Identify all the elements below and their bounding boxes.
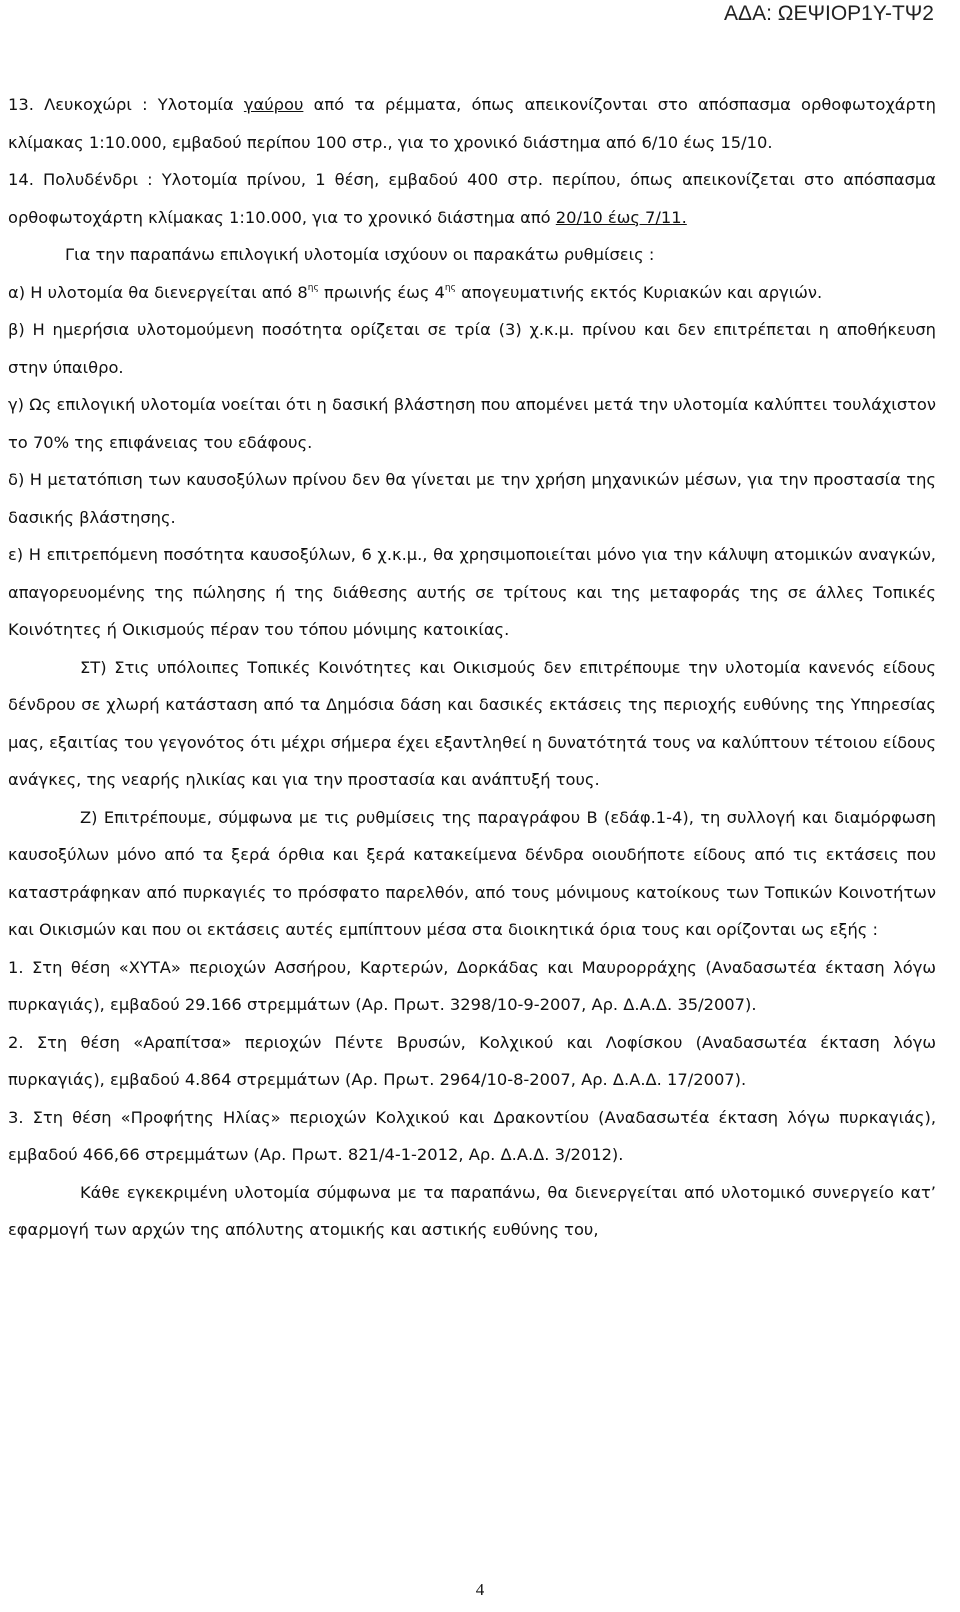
section-z: Ζ) Επιτρέπουμε, σύμφωνα με τις ρυθμίσεις της παραγράφου Β (εδάφ.1-4), τη συλλογή και διαμόρφωση καυσοξύλων μόνο από τα ξερά όρθια και ξερά κατακείμενα δένδρα οιουδήποτε είδους από τις εκτάσεις που καταστράφηκαν από πυρκαγιές το πρόσφατο παρελθόν, από τους μόνιμους κατοίκους των Τοπικών Κοινοτήτων και Οικισμών και που οι εκτάσεις αυτές εμπίπτουν μέσα στα διοικητικά όρια τους και ορίζονται ως εξής : (8, 807, 936, 939)
rule-a-sup2: ης (444, 282, 456, 293)
item-13-rest: από τα ρέμματα, όπως απεικονίζονται στο απόσπασμα ορθοφωτοχάρτη κλίμακας 1:10.000, εμβαδού περίπου 100 στρ., για το χρονικό διάστημα από 6/10 έως 15/10. (8, 95, 936, 152)
rule-a-part3: απογευματινής εκτός Κυριακών και αργιών. (455, 282, 823, 302)
document-body (8, 86, 936, 1249)
rule-e: ε) Η επιτρεπόμενη ποσότητα καυσοξύλων, 6 χ.κ.μ., θα χρησιμοποιείται μόνο για την κάλυψη ατομικών αναγκών, απαγορευομένης της πώλησης ή της διάθεσης αυτής σε τρίτους και της μεταφοράς της σε άλλες Τοπικές Κοινότητες ή Οικισμούς πέραν του τόπου μόνιμης κατοικίας. (8, 545, 936, 639)
rule-c: γ) Ως επιλογική υλοτομία νοείται ότι η δασική βλάστηση που απομένει μετά την υλοτομία καλύπτει τουλάχιστον το 70% της επιφάνειας του εδάφους. (8, 395, 936, 452)
rule-b: β) Η ημερήσια υλοτομούμενη ποσότητα ορίζεται σε τρία (3) χ.κ.μ. πρίνου και δεν επιτρέπεται η αποθήκευση στην ύπαιθρο. (8, 320, 936, 377)
paragraph-item-14 (8, 161, 936, 236)
item-13-underlined: γαύρου (243, 95, 304, 114)
rule-a-sup1: ης (307, 282, 319, 293)
rule-a-part1: α) Η υλοτομία θα διενεργείται από 8 (8, 282, 308, 302)
rule-d: δ) Η μετατόπιση των καυσοξύλων πρίνου δεν θα γίνεται με την χρήση μηχανικών μέσων, για την προστασία της δασικής βλάστησης. (8, 470, 936, 527)
section-st: ΣΤ) Στις υπόλοιπες Τοπικές Κοινότητες και Οικισμούς δεν επιτρέπουμε την υλοτομία κανενός είδους δένδρου σε χλωρή κατάσταση από τα Δημόσια δάση και δασικές εκτάσεις της περιοχής ευθύνης της Υπηρεσίας μας, εξαιτίας του γεγονότος ότι μέχρι σήμερα έχει εξαντληθεί η δυνατότητά τους να καλύπτουν τέτοιου είδους ανάγκες, της νεαρής ηλικίας και για την προστασία και ανάπτυξή τους. (8, 657, 936, 789)
rule-a-part2: πρωινής έως 4 (318, 282, 445, 302)
closing-paragraph: Κάθε εγκεκριμένη υλοτομία σύμφωνα με τα παραπάνω, θα διενεργείται από υλοτομικό συνεργείο κατ’ εφαρμογή των αρχών της απόλυτης ατομικής και αστικής ευθύνης του, (8, 1182, 936, 1239)
section-z-item-1: 1. Στη θέση «ΧΥΤΑ» περιοχών Ασσήρου, Καρτερών, Δορκάδας και Μαυρορράχης (Αναδασωτέα έκταση λόγω πυρκαγιάς), εμβαδού 29.166 στρεμμάτων (Αρ. Πρωτ. 3298/10-9-2007, Αρ. Δ.Α.Δ. 35/2007). (8, 957, 936, 1014)
paragraph-item-13 (8, 86, 936, 161)
section-z-item-2: 2. Στη θέση «Αραπίτσα» περιοχών Πέντε Βρυσών, Κολχικού και Λοφίσκου (Αναδασωτέα έκταση λόγω πυρκαγιάς), εμβαδού 4.864 στρεμμάτων (Αρ. Πρωτ. 2964/10-8-2007, Αρ. Δ.Α.Δ. 17/2007). (8, 1032, 936, 1089)
item-14-dates: 20/10 έως 7/11. (555, 207, 687, 227)
item-13-prefix: 13. Λευκοχώρι : Υλοτομία (8, 95, 244, 114)
item-14-text: 14. Πολυδένδρι : Υλοτομία πρίνου, 1 θέση, εμβαδού 400 στρ. περίπου, όπως απεικονίζεται στο απόσπασμα ορθοφωτοχάρτη κλίμακας 1:10.000, για το χρονικό διάστημα από (8, 170, 936, 227)
section-z-item-3: 3. Στη θέση «Προφήτης Ηλίας» περιοχών Κολχικού και Δρακοντίου (Αναδασωτέα έκταση λόγω πυρκαγιάς), εμβαδού 466,66 στρεμμάτων (Αρ. Πρωτ. 821/4-1-2012, Αρ. Δ.Α.Δ. 3/2012). (8, 1107, 936, 1164)
rules-intro: Για την παραπάνω επιλογική υλοτομία ισχύουν οι παρακάτω ρυθμίσεις : (65, 245, 655, 264)
ada-code: ΑΔΑ: ΩΕΨΙΟΡ1Υ-ΤΨ2 (724, 2, 934, 25)
rule-a (8, 274, 936, 312)
page-number: 4 (475, 1580, 485, 1599)
